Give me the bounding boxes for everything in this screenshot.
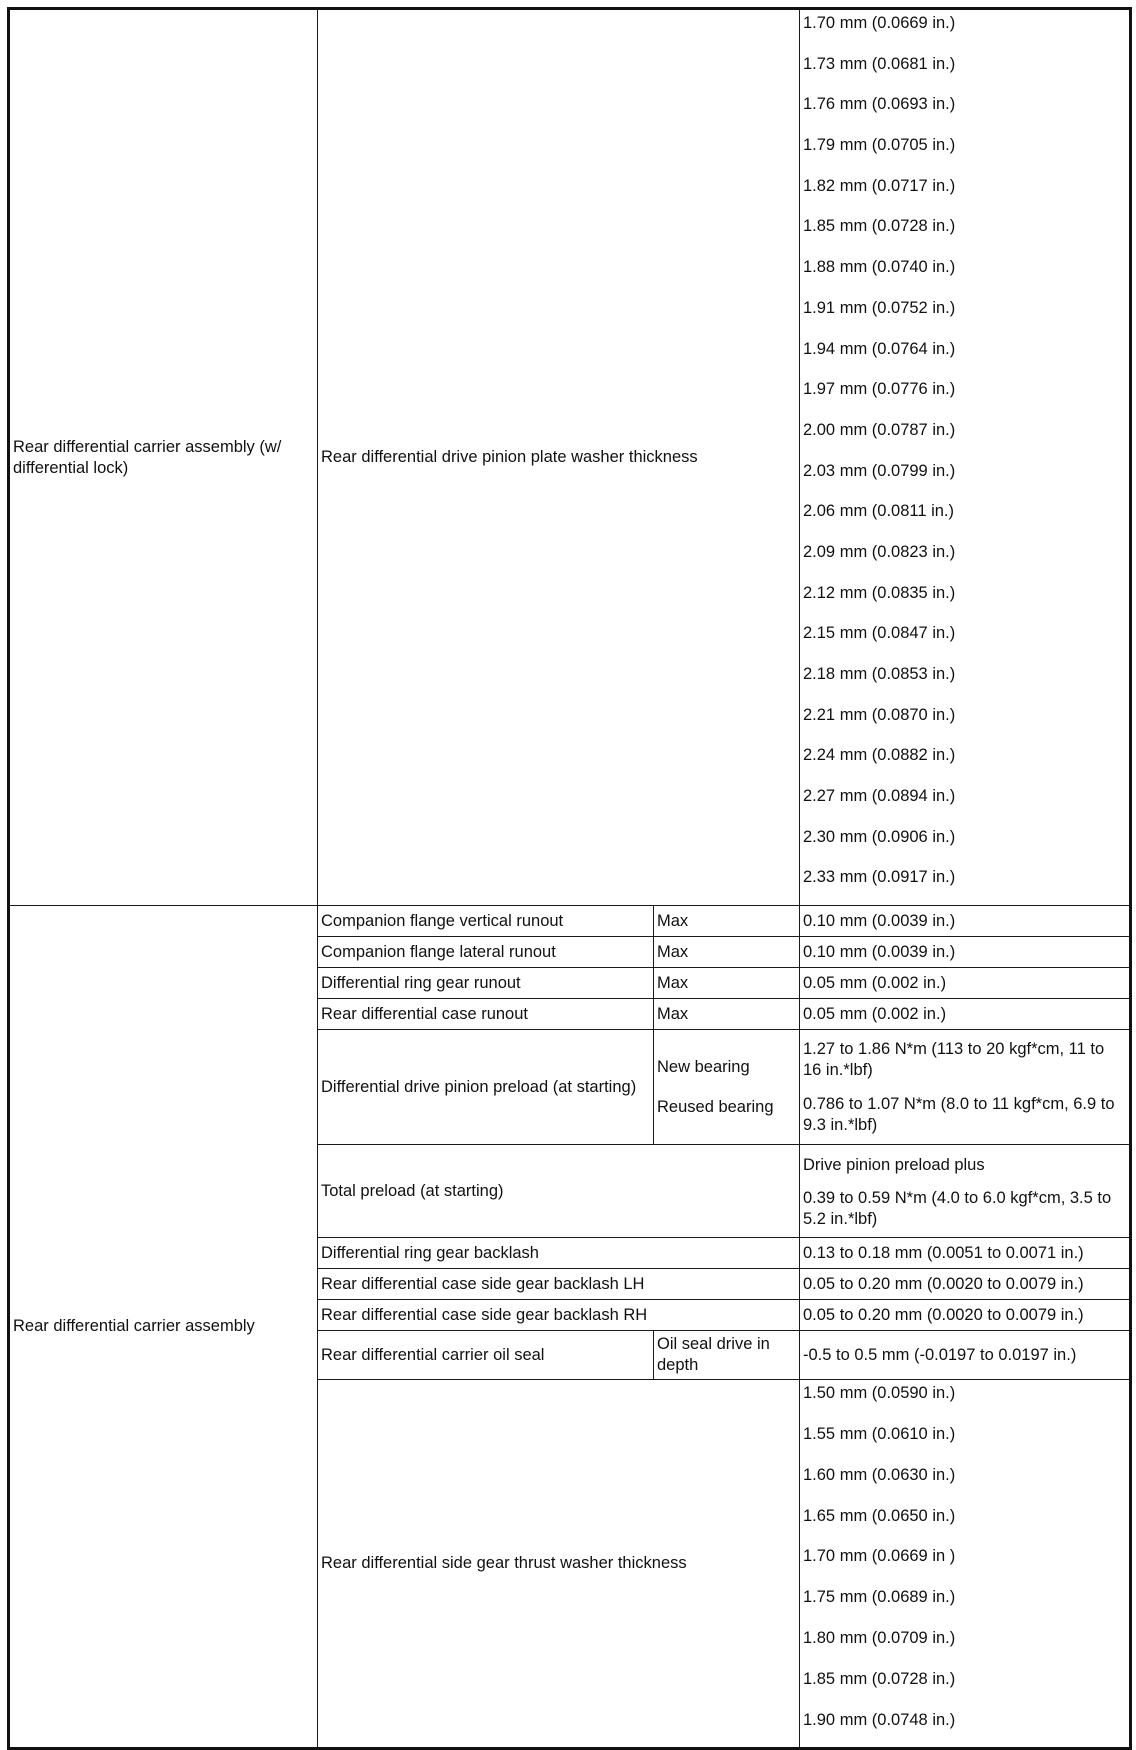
list-item: 1.88 mm (0.0740 in.) xyxy=(803,258,956,277)
value-cell xyxy=(800,1145,1131,1238)
list-item: 1.79 mm (0.0705 in.) xyxy=(803,136,956,155)
list-item: 1.55 mm (0.0610 in.) xyxy=(803,1424,956,1443)
list-item: 1.90 mm (0.0748 in.) xyxy=(803,1710,956,1729)
list-item: 1.82 mm (0.0717 in.) xyxy=(803,176,956,195)
item-cell: Companion flange lateral runout xyxy=(318,937,654,968)
condition-cell: Oil seal drive in depth xyxy=(654,1331,800,1380)
list-item: 1.76 mm (0.0693 in.) xyxy=(803,95,956,114)
condition-cell: Max xyxy=(654,937,800,968)
list-item: 1.91 mm (0.0752 in.) xyxy=(803,298,956,317)
washer-thickness-list xyxy=(803,10,1126,905)
new-bearing-value: 1.27 to 1.86 N*m (113 to 20 kgf*cm, 11 to 16 in.*lbf) xyxy=(803,1039,1105,1079)
table-row xyxy=(9,9,1131,906)
values-cell xyxy=(800,9,1131,906)
list-item: 2.33 mm (0.0917 in.) xyxy=(803,868,956,887)
value-cell: 0.05 to 0.20 mm (0.0020 to 0.0079 in.) xyxy=(800,1269,1131,1300)
item-cell: Differential drive pinion preload (at starting) xyxy=(318,1030,654,1145)
new-bearing-label: New bearing xyxy=(657,1058,750,1077)
item-cell: Rear differential side gear thrust washer thickness xyxy=(318,1380,800,1749)
list-item: 1.80 mm (0.0709 in.) xyxy=(803,1628,956,1647)
item-cell: Rear differential case side gear backlash LH xyxy=(318,1269,800,1300)
list-item: 2.21 mm (0.0870 in.) xyxy=(803,705,956,724)
list-item: 2.03 mm (0.0799 in.) xyxy=(803,461,956,480)
component-cell: Rear differential carrier assembly xyxy=(9,906,318,1749)
list-item: 2.18 mm (0.0853 in.) xyxy=(803,665,956,683)
value-cell: 0.13 to 0.18 mm (0.0051 to 0.0071 in.) xyxy=(800,1238,1131,1269)
list-item: 1.60 mm (0.0630 in.) xyxy=(803,1465,956,1484)
item-cell: Rear differential case runout xyxy=(318,999,654,1030)
list-item: 2.12 mm (0.0835 in.) xyxy=(803,583,956,602)
item-cell: Rear differential drive pinion plate washer thickness xyxy=(318,9,800,906)
reused-bearing-label: Reused bearing xyxy=(657,1098,774,1117)
spec-table xyxy=(7,7,1132,1750)
list-item: 1.70 mm (0.0669 in.) xyxy=(803,14,956,32)
total-preload-line1: Drive pinion preload plus xyxy=(803,1155,985,1174)
value-cell: -0.5 to 0.5 mm (-0.0197 to 0.0197 in.) xyxy=(800,1331,1131,1380)
component-cell: Rear differential carrier assembly (w/ differential lock) xyxy=(9,9,318,906)
item-cell: Companion flange vertical runout xyxy=(318,906,654,937)
list-item: 1.85 mm (0.0728 in.) xyxy=(803,1669,956,1688)
list-item: 2.09 mm (0.0823 in.) xyxy=(803,542,956,561)
list-item: 2.15 mm (0.0847 in.) xyxy=(803,624,956,643)
list-item: 2.06 mm (0.0811 in.) xyxy=(803,502,955,521)
list-item: 1.70 mm (0.0669 in ) xyxy=(803,1547,956,1566)
item-cell: Rear differential carrier oil seal xyxy=(318,1331,654,1380)
list-item: 1.97 mm (0.0776 in.) xyxy=(803,380,956,399)
value-cell: 0.10 mm (0.0039 in.) xyxy=(800,937,1131,968)
list-item: 1.65 mm (0.0650 in.) xyxy=(803,1506,956,1525)
value-cell: 0.05 to 0.20 mm (0.0020 to 0.0079 in.) xyxy=(800,1300,1131,1331)
thrust-washer-list xyxy=(803,1380,1126,1747)
list-item: 1.50 mm (0.0590 in.) xyxy=(803,1384,956,1403)
list-item: 2.30 mm (0.0906 in.) xyxy=(803,827,956,846)
table-row xyxy=(9,906,1131,937)
reused-bearing-value: 0.786 to 1.07 N*m (8.0 to 11 kgf*cm, 6.9 to 9.3 in.*lbf) xyxy=(803,1094,1115,1134)
condition-cell xyxy=(654,1030,800,1145)
value-cell: 0.05 mm (0.002 in.) xyxy=(800,999,1131,1030)
item-cell: Differential ring gear backlash xyxy=(318,1238,800,1269)
list-item: 1.73 mm (0.0681 in.) xyxy=(803,54,956,73)
values-cell xyxy=(800,1380,1131,1749)
value-cell: 0.05 mm (0.002 in.) xyxy=(800,968,1131,999)
item-cell: Total preload (at starting) xyxy=(318,1145,800,1238)
item-cell: Rear differential case side gear backlash RH xyxy=(318,1300,800,1331)
item-cell: Differential ring gear runout xyxy=(318,968,654,999)
list-item: 1.94 mm (0.0764 in.) xyxy=(803,339,956,358)
list-item: 1.85 mm (0.0728 in.) xyxy=(803,217,956,236)
list-item: 1.75 mm (0.0689 in.) xyxy=(803,1588,956,1607)
condition-cell: Max xyxy=(654,906,800,937)
list-item: 2.27 mm (0.0894 in.) xyxy=(803,787,956,806)
list-item: 2.24 mm (0.0882 in.) xyxy=(803,746,956,765)
condition-cell: Max xyxy=(654,999,800,1030)
total-preload-line2: 0.39 to 0.59 N*m (4.0 to 6.0 kgf*cm, 3.5 to 5.2 in.*lbf) xyxy=(803,1188,1112,1228)
condition-cell: Max xyxy=(654,968,800,999)
value-cell: 0.10 mm (0.0039 in.) xyxy=(800,906,1131,937)
list-item: 2.00 mm (0.0787 in.) xyxy=(803,420,956,439)
value-cell xyxy=(800,1030,1131,1145)
